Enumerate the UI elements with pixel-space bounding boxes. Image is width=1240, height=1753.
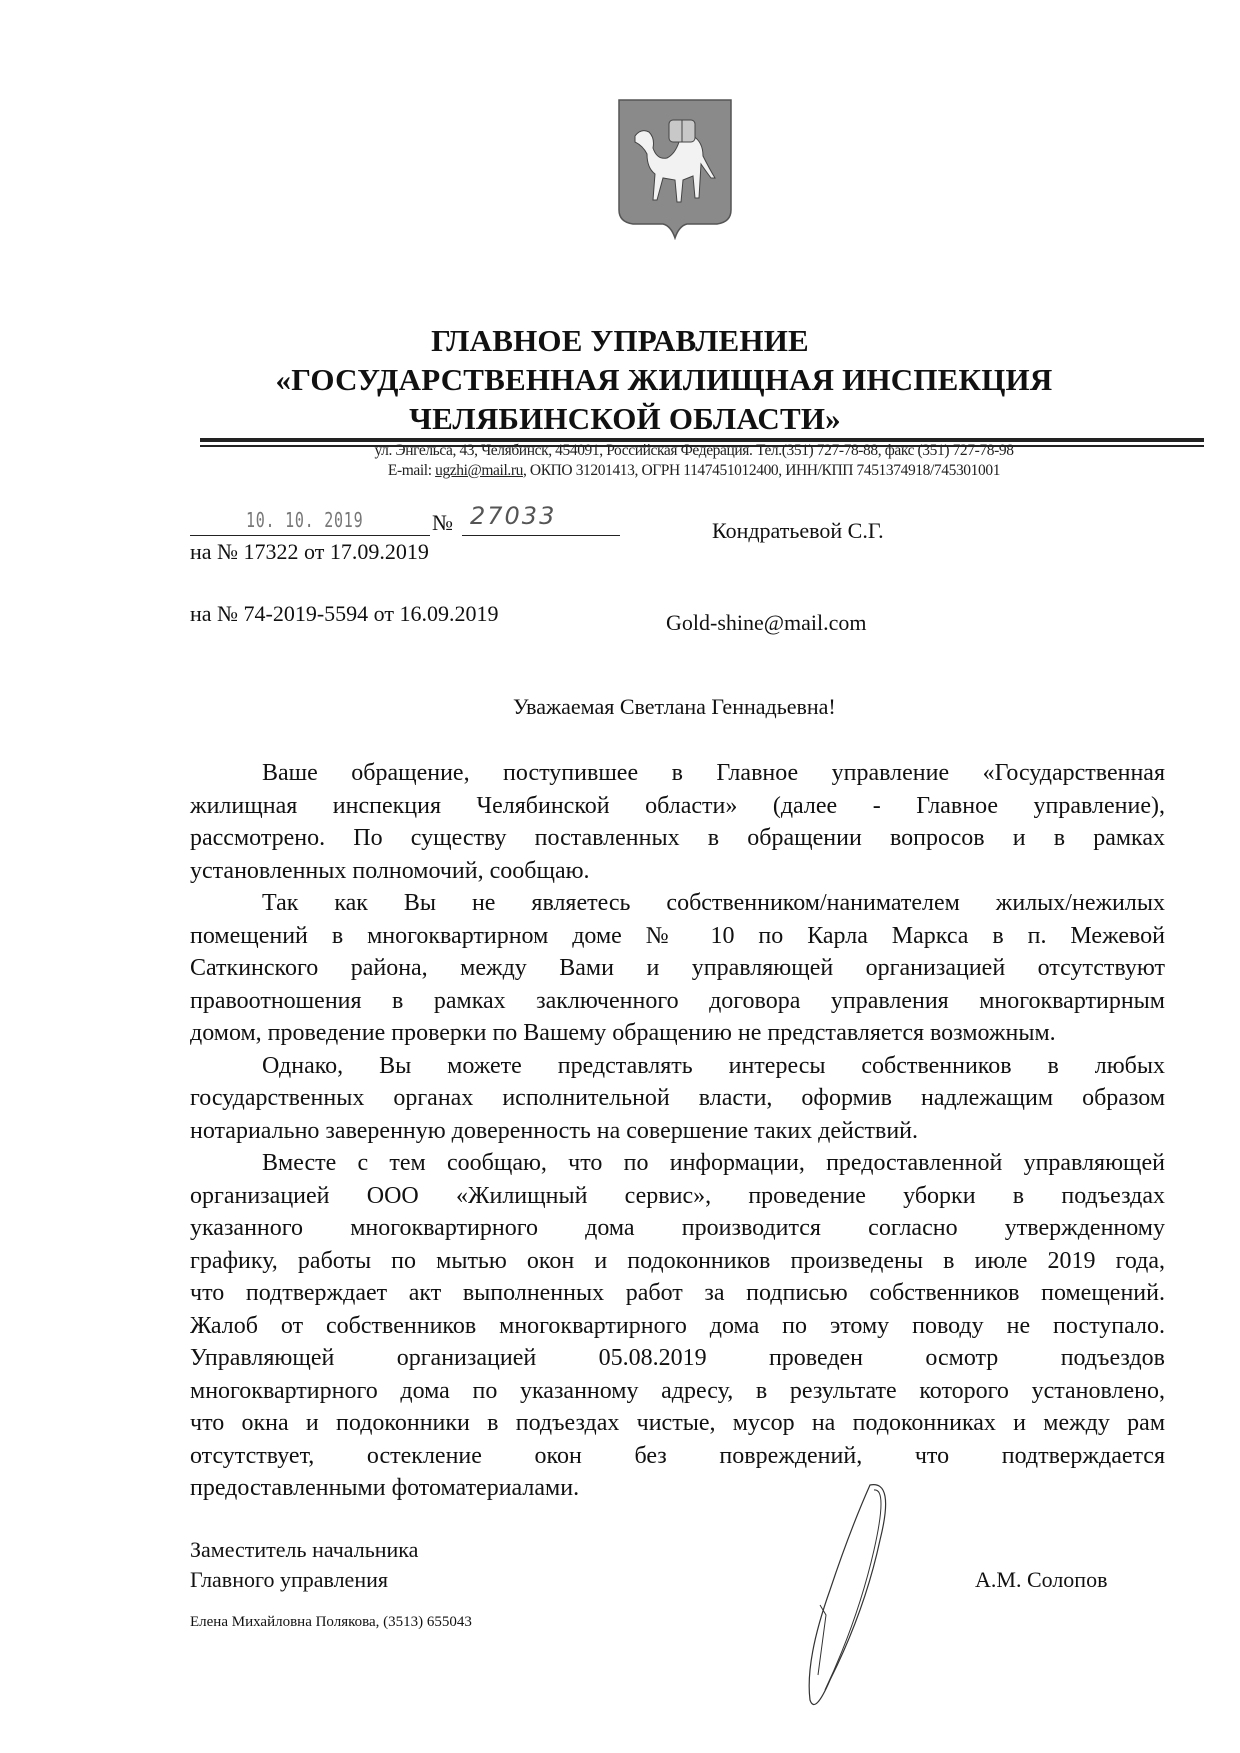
signatory-name: А.М. Солопов [975, 1567, 1108, 1592]
paragraph-1-line: Ваше обращение, поступившее в Главное управление «Государственная [262, 760, 1165, 786]
org-email-link[interactable]: ugzhi@mail.ru [435, 462, 523, 479]
registry-numbers: , ОКПО 31201413, ОГРН 1147451012400, ИНН/КПП 7451374918/745301001 [522, 462, 1001, 479]
paragraph-4-line: отсутствует, остекление окон без повреждений, что подтверждается [190, 1442, 1165, 1469]
outgoing-number: 27033 [470, 502, 557, 530]
paragraph-4-line: Управляющей организацией 05.08.2019 проведен осмотр подъездов [190, 1345, 1165, 1371]
letter-body [190, 757, 1165, 1505]
paragraph-2-line: домом, проведение проверки по Вашему обращению не представляется возможным. [190, 1020, 1056, 1046]
paragraph-2-line: правоотношения в рамках заключенного договора управления многоквартирным [190, 987, 1165, 1014]
org-title-line-3: ЧЕЛЯБИНСКОЙ ОБЛАСТИ» [409, 401, 841, 436]
paragraph-3-line: государственных органах исполнительной власти, оформив надлежащим образом [190, 1085, 1165, 1111]
paragraph-2-line: Так как Вы не являетесь собственником/нанимателем жилых/нежилых [262, 890, 1165, 916]
date-underline [190, 535, 430, 536]
paragraph-4-line: Жалоб от собственников многоквартирного дома по этому поводу не поступало. [190, 1312, 1165, 1339]
paragraph-1-line: жилищная инспекция Челябинской области» (далее - Главное управление), [190, 792, 1165, 819]
reply-reference-2: на № 74-2019-5594 от 16.09.2019 [190, 601, 499, 626]
contact-person: Елена Михайловна Полякова, (3513) 655043 [190, 1614, 472, 1630]
paragraph-4-line: что окна и подоконники в подъездах чистые, мусор на подоконниках и между рам [190, 1410, 1165, 1436]
paragraph-2-line: Саткинского района, между Вами и управляющей организацией отсутствуют [190, 955, 1165, 981]
paragraph-4-line: организацией ООО «Жилищный сервис», проведение уборки в подъездах [190, 1182, 1165, 1209]
paragraph-4-line: Вместе с тем сообщаю, что по информации, предоставленной управляющей [262, 1150, 1165, 1176]
handwritten-signature [770, 1480, 900, 1720]
number-underline [462, 535, 620, 536]
paragraph-1-line: установленных полномочий, сообщаю. [190, 857, 590, 884]
email-label: E-mail: [387, 462, 436, 479]
paragraph-3-line: Однако, Вы можете представлять интересы собственников в любых [262, 1052, 1165, 1079]
paragraph-2-line: помещений в многоквартирном доме № 10 по Карла Маркса в п. Межевой [190, 922, 1165, 949]
signatory-position-line-1: Заместитель начальника [190, 1537, 419, 1562]
recipient-name: Кондратьевой С.Г. [712, 518, 884, 543]
greeting: Уважаемая Светлана Геннадьевна! [513, 694, 836, 719]
outgoing-date: 10. 10. 2019 [246, 508, 364, 532]
paragraph-1-line: рассмотрено. По существу поставленных в обращении вопросов и в рамках [190, 825, 1165, 851]
number-sign: № [432, 510, 453, 535]
org-registry [0, 462, 1240, 480]
org-title-line-2: «ГОСУДАРСТВЕННАЯ ЖИЛИЩНАЯ ИНСПЕКЦИЯ [275, 362, 1053, 397]
coat-of-arms-icon [617, 98, 733, 240]
org-address: ул. Энгельса, 43, Челябинск, 454091, Российская Федерация. Тел.(351) 727-78-88, факс (351) 727-78-98 [374, 442, 1014, 459]
paragraph-4-line: предоставленными фотоматериалами. [190, 1475, 580, 1501]
reply-reference-1: на № 17322 от 17.09.2019 [190, 539, 429, 564]
paragraph-3-line: нотариально заверенную доверенность на совершение таких действий. [190, 1117, 919, 1144]
paragraph-4-line: многоквартирного дома по указанному адресу, в результате которого установлено, [190, 1377, 1165, 1404]
signatory-position-line-2: Главного управления [190, 1567, 388, 1592]
org-title-line-1: ГЛАВНОЕ УПРАВЛЕНИЕ [431, 323, 809, 358]
recipient-email: Gold-shine@mail.com [666, 610, 867, 635]
paragraph-4-line: графику, работы по мытью окон и подоконников произведены в июле 2019 года, [190, 1247, 1165, 1274]
paragraph-4-line: что подтверждает акт выполненных работ за подписью собственников помещений. [190, 1280, 1165, 1306]
paragraph-4-line: указанного многоквартирного дома производится согласно утвержденному [190, 1215, 1165, 1241]
